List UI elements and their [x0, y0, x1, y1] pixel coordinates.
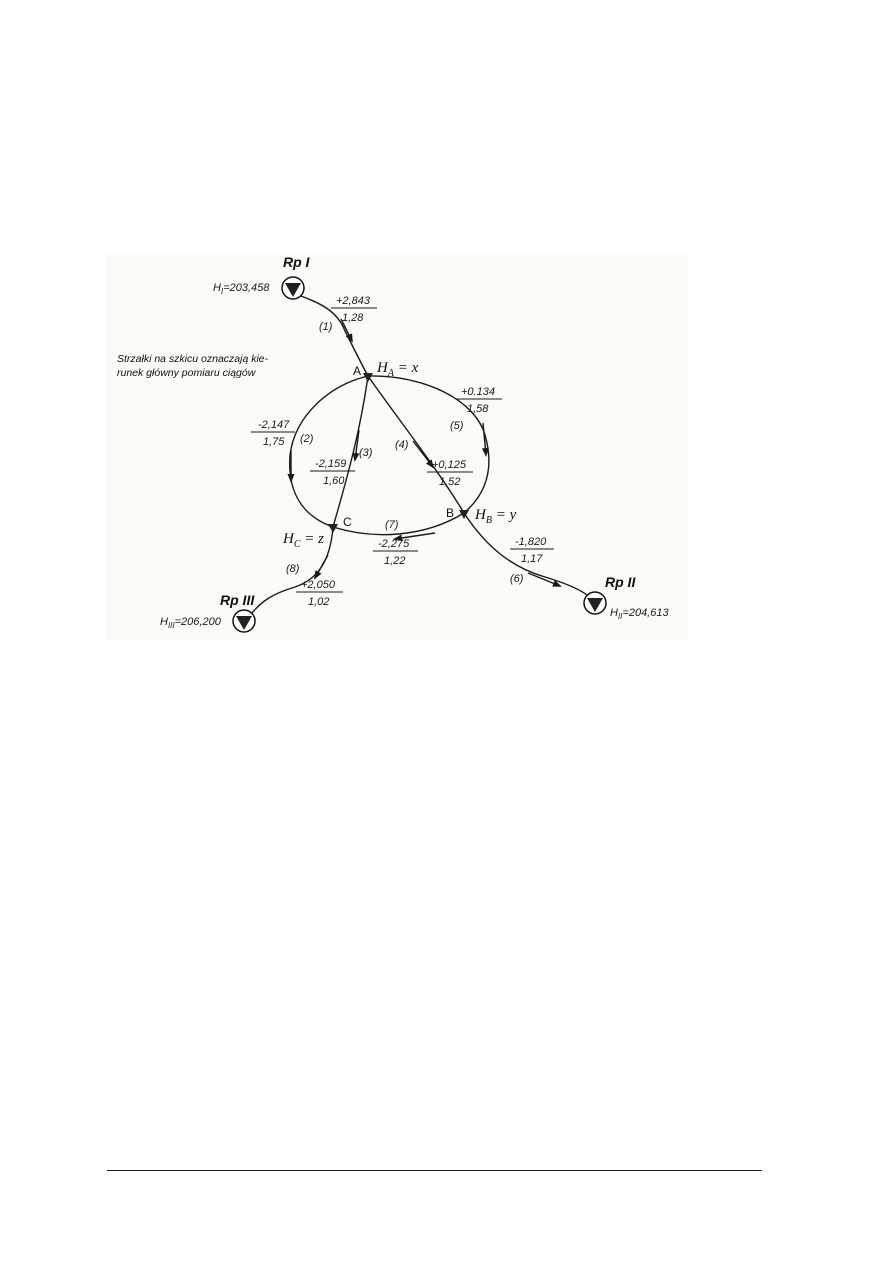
route-5-number: (5): [450, 420, 464, 432]
rp1-height-label: $H_I=203,458$: [213, 282, 270, 296]
route-2-dh: -2,147: [258, 419, 290, 431]
route-3-number: (3): [359, 447, 373, 459]
node-a-equation: $H_A = x$: [377, 360, 419, 379]
route-5-length: 1,58: [467, 403, 489, 415]
node-b-letter: B: [446, 506, 455, 520]
route-4-dh: +0,125: [432, 459, 466, 471]
route-3-dh: -2,159: [315, 458, 347, 470]
node-b-equation: $H_B = y$: [475, 507, 517, 526]
rp1-benchmark-symbol: [282, 277, 304, 299]
node-c-letter: C: [343, 515, 352, 529]
rp3-label: Rp III: [220, 592, 255, 608]
rp3-height-label: $H_{III}=206,200$: [160, 616, 221, 630]
rp2-benchmark-symbol: [584, 592, 606, 614]
node-a-letter: A: [353, 364, 362, 378]
route-8-arrow: [315, 555, 328, 578]
route-4-arrow: [413, 441, 433, 467]
route-8-length: 1,02: [308, 596, 330, 608]
route-6-dh: -1,820: [515, 536, 547, 548]
leveling-network-figure: [105, 255, 688, 640]
route-1-dh: +2,843: [336, 295, 370, 307]
route-2-number: (2): [300, 433, 314, 445]
route-6-length: 1,17: [521, 553, 543, 565]
rp2-height-label: $H_{II}=204,613$: [610, 607, 669, 621]
note-line-1: Strzałki na szkicu oznaczają kie-: [117, 353, 269, 365]
route-7-number: (7): [385, 519, 399, 531]
rp1-label: Rp I: [283, 255, 310, 270]
route-3-length: 1,60: [323, 475, 345, 487]
route-4-number: (4): [395, 439, 409, 451]
route-1-length: 1,28: [342, 312, 364, 324]
route-8-dh: +2,050: [301, 579, 335, 591]
footer-rule: [107, 1170, 762, 1171]
route-4-length: 1,52: [439, 476, 461, 488]
network-diagram: [105, 255, 688, 640]
route-7-line: [333, 513, 464, 535]
route-5-dh: +0.134: [461, 386, 495, 398]
rp2-label: Rp II: [605, 574, 636, 590]
node-c-equation: $H_C = z$: [283, 531, 324, 550]
note-line-2: runek główny pomiaru ciągów: [117, 367, 256, 379]
route-1-number: (1): [319, 321, 333, 333]
route-2-length: 1,75: [263, 436, 285, 448]
route-8-number: (8): [286, 563, 300, 575]
route-7-length: 1,22: [384, 555, 406, 567]
route-6-number: (6): [510, 573, 524, 585]
rp3-benchmark-symbol: [233, 610, 255, 632]
route-7-dh: -2,275: [378, 538, 410, 550]
